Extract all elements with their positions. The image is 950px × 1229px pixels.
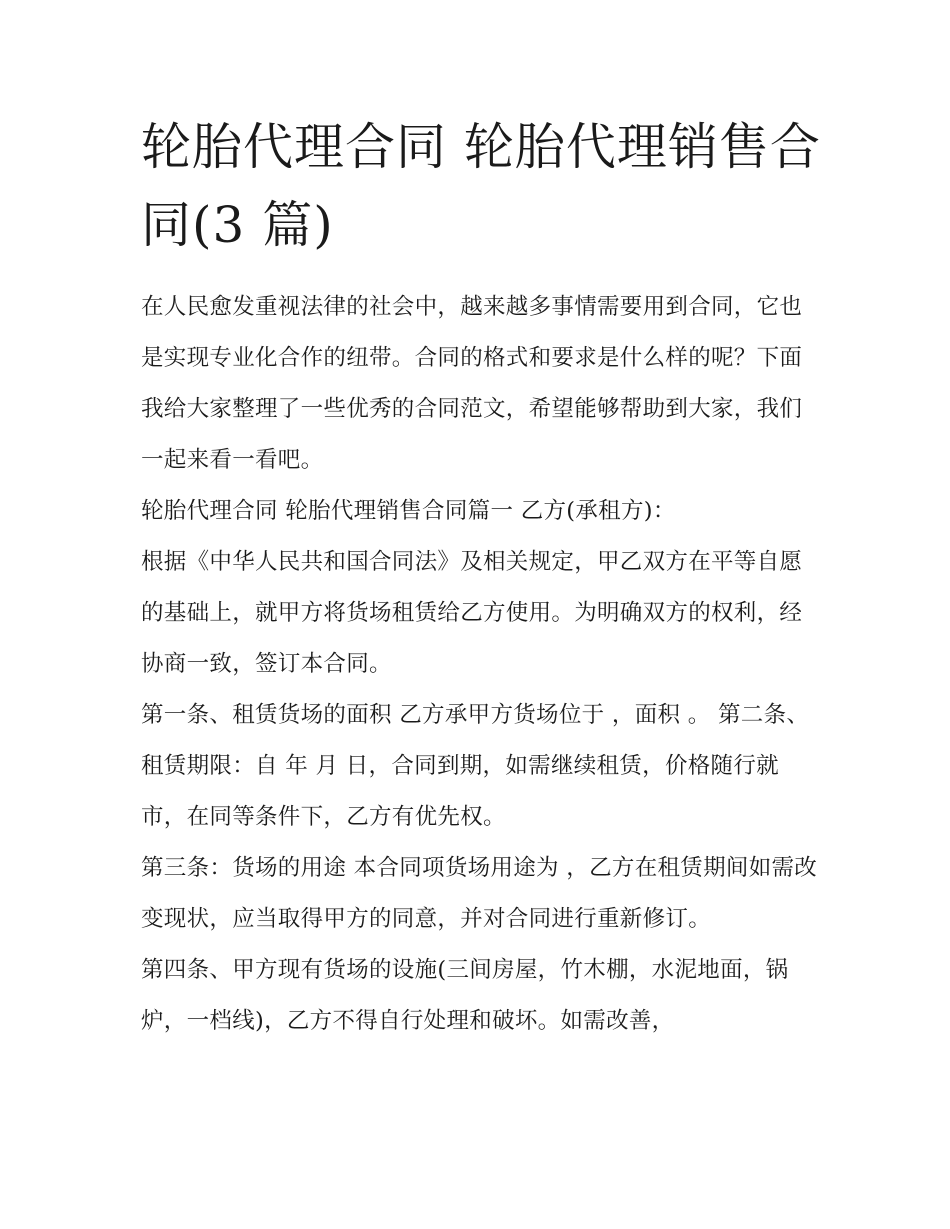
paragraph-intro: 在人民愈发重视法律的社会中，越来越多事情需要用到合同，它也是实现专业化合作的纽带。合同的格式和要求是什么样的呢？下面我给大家整理了一些优秀的合同范文，希望能够帮助到大家，我们一起来看一看吧。 <box>141 294 803 473</box>
paragraph-preamble: 根据《中华人民共和国合同法》及相关规定，甲乙双方在平等自愿的基础上，就甲方将货场租赁给乙方使用。为明确双方的权利，经协商一致，签订本合同。 <box>141 549 803 677</box>
paragraph-article-1-2: 第一条、租赁货场的面积 乙方承甲方货场位于 ，面积 。 第二条、租赁期限：自 年 月 日，合同到期，如需继续租赁，价格随行就市，在同等条件下，乙方有优先权。 <box>141 702 810 830</box>
document-body <box>141 108 821 1047</box>
document-title: 轮胎代理合同 轮胎代理销售合同(3 篇) <box>141 118 821 254</box>
paragraph-heading-1: 轮胎代理合同 轮胎代理销售合同篇一 乙方(承租方)： <box>141 498 676 524</box>
paragraph-article-4: 第四条、甲方现有货场的设施(三间房屋，竹木棚，水泥地面，锅炉，一档线)，乙方不得自行处理和破坏。如需改善， <box>141 957 789 1034</box>
paragraph-article-3: 第三条：货场的用途 本合同项货场用途为 ，乙方在租赁期间如需改变现状，应当取得甲方的同意，并对合同进行重新修订。 <box>141 855 818 932</box>
